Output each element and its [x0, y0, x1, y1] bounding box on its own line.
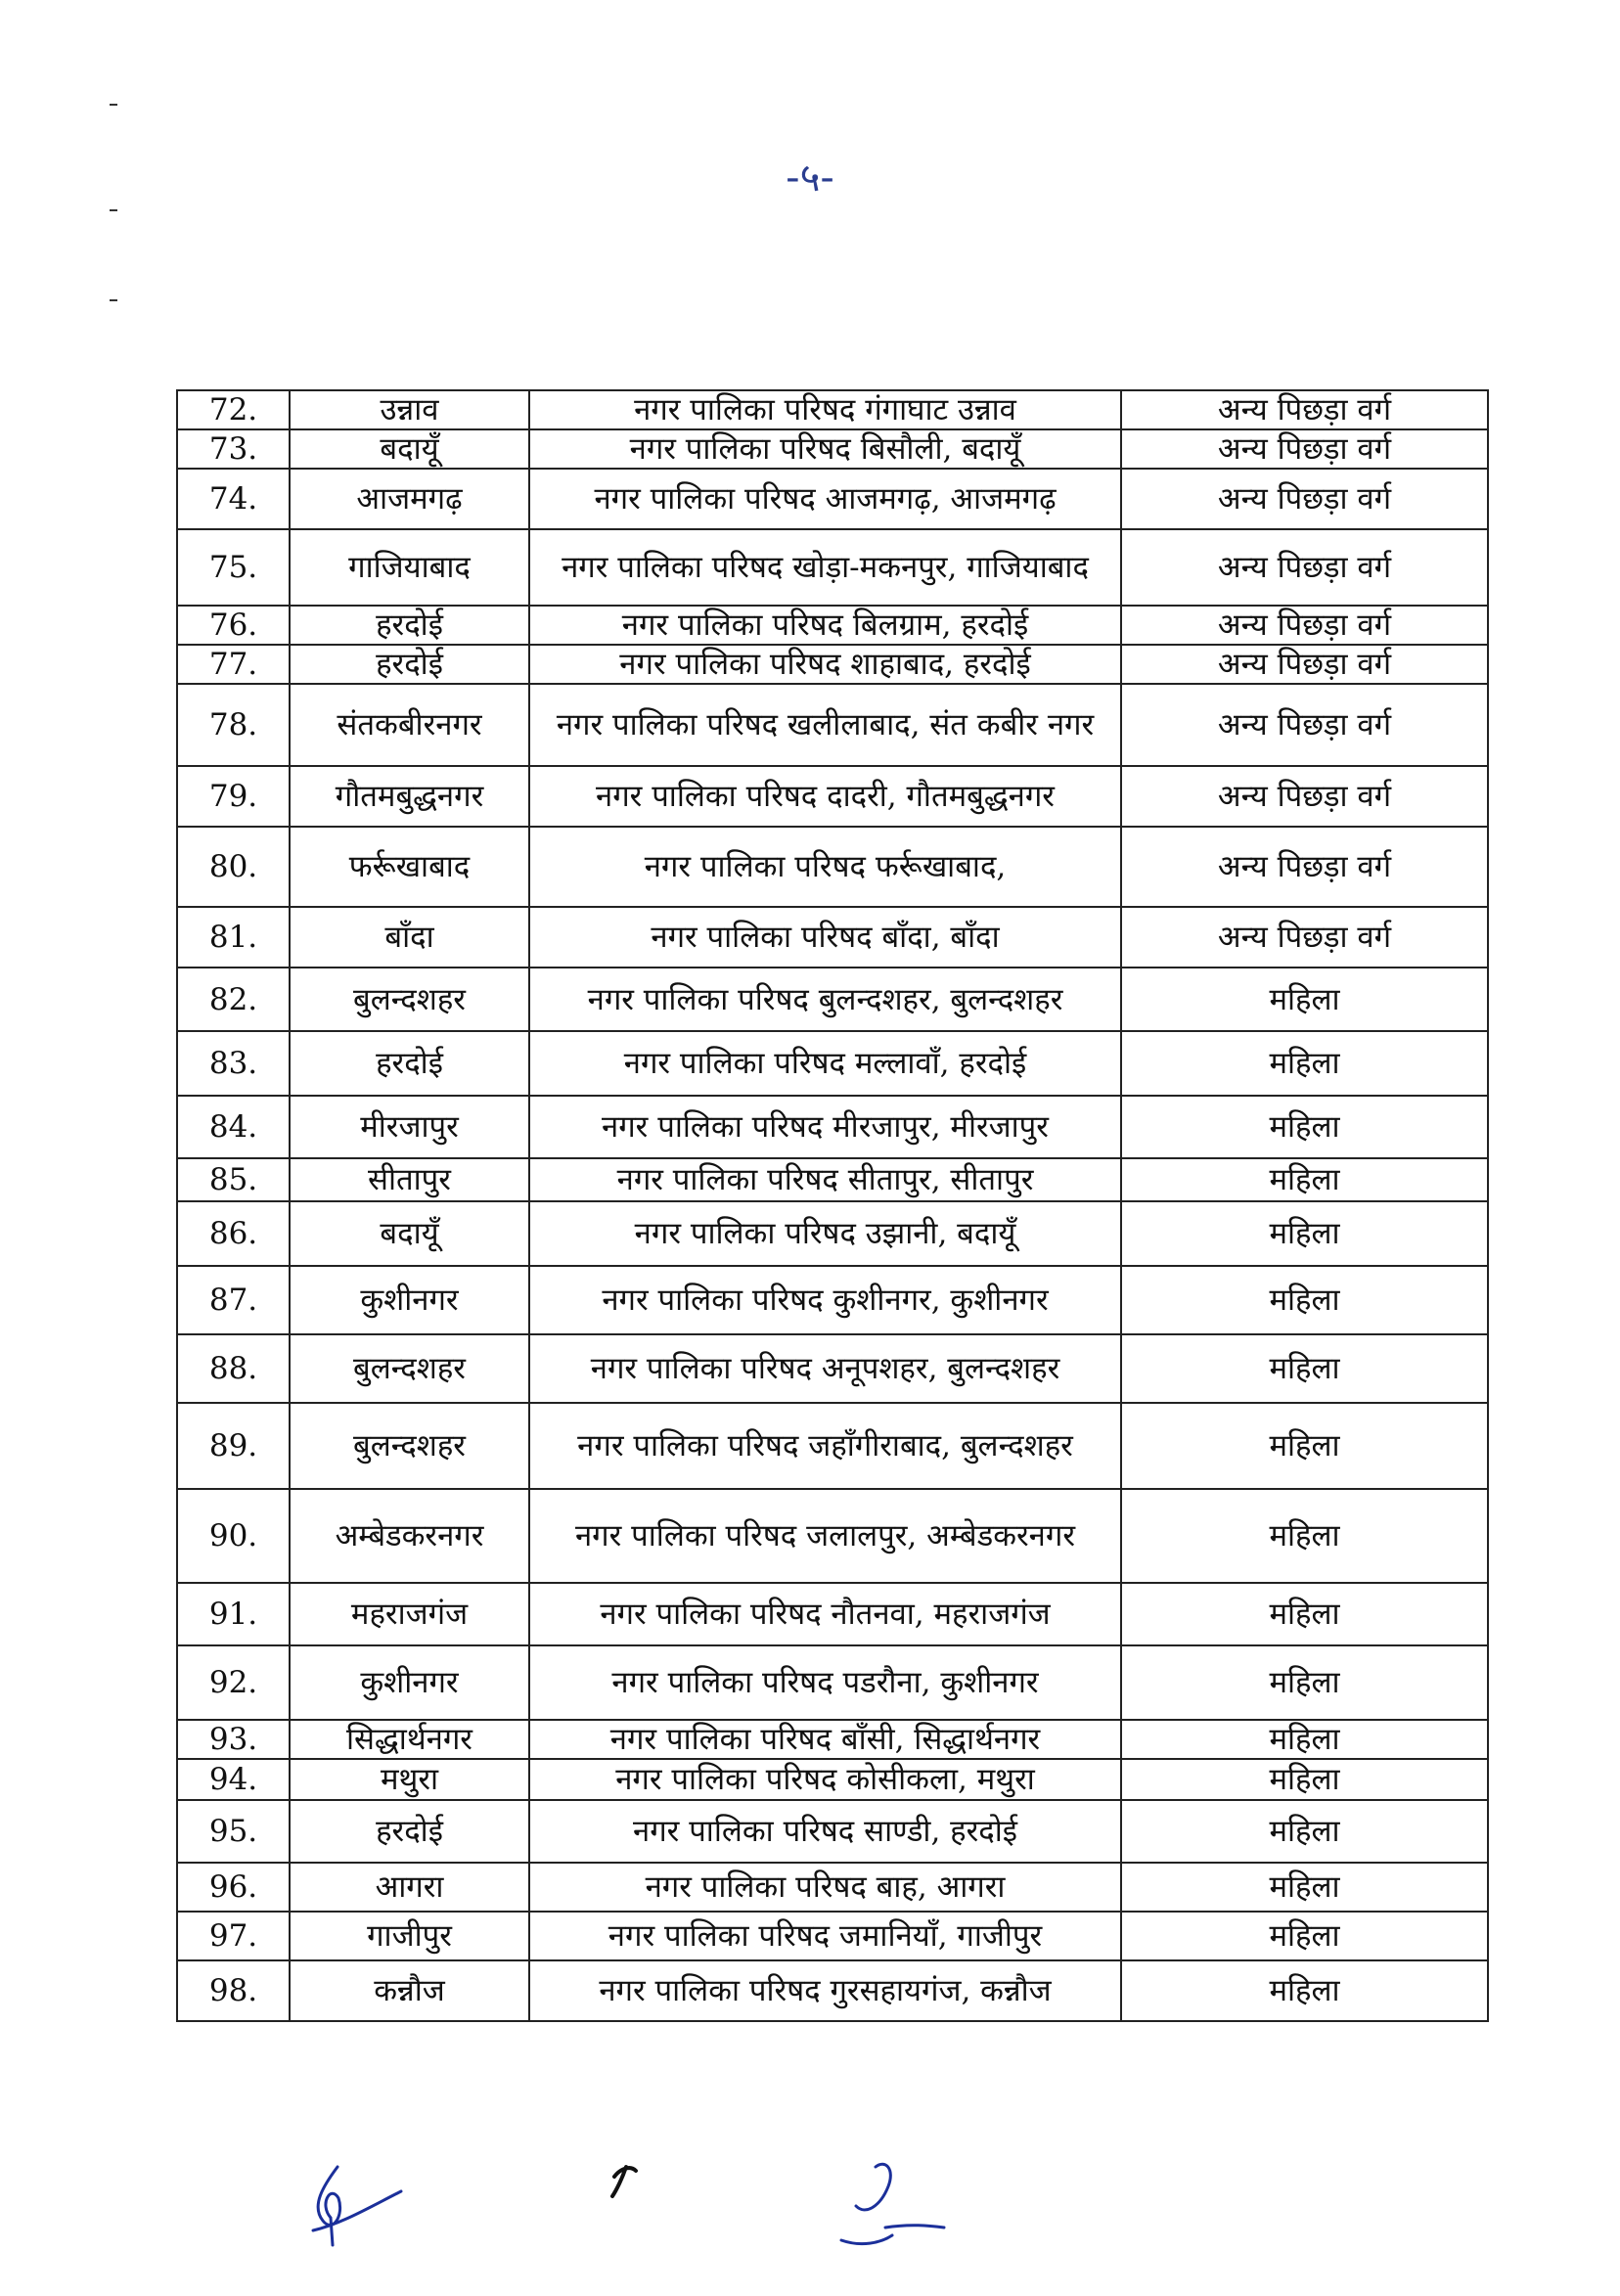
signature-middle	[612, 2167, 636, 2196]
table-row	[177, 1201, 1488, 1266]
serial-number-cell: 81.	[177, 907, 290, 968]
district-cell: फर्रूखाबाद	[290, 827, 529, 907]
district-cell: बुलन्दशहर	[290, 1334, 529, 1403]
margin-tick	[110, 209, 117, 211]
table-row	[177, 529, 1488, 606]
municipal-body-cell: नगर पालिका परिषद अनूपशहर, बुलन्दशहर	[529, 1334, 1121, 1403]
municipal-body-cell: नगर पालिका परिषद मल्लावाँ, हरदोई	[529, 1031, 1121, 1096]
table-row	[177, 1645, 1488, 1720]
serial-number-cell: 96.	[177, 1863, 290, 1912]
table-row	[177, 907, 1488, 968]
table-row	[177, 1720, 1488, 1759]
serial-number-cell: 79.	[177, 766, 290, 827]
table-row	[177, 1583, 1488, 1645]
district-cell: संतकबीरनगर	[290, 684, 529, 766]
serial-number-cell: 77.	[177, 645, 290, 684]
reservation-category-cell: महिला	[1121, 1031, 1488, 1096]
district-cell: बाँदा	[290, 907, 529, 968]
municipal-body-cell: नगर पालिका परिषद पडरौना, कुशीनगर	[529, 1645, 1121, 1720]
serial-number-cell: 93.	[177, 1720, 290, 1759]
district-cell: हरदोई	[290, 645, 529, 684]
reservation-category-cell: महिला	[1121, 968, 1488, 1031]
municipal-body-cell: नगर पालिका परिषद जमानियाँ, गाजीपुर	[529, 1912, 1121, 1960]
district-cell: बदायूँ	[290, 1201, 529, 1266]
municipal-body-cell: नगर पालिका परिषद गंगाघाट उन्नाव	[529, 390, 1121, 429]
serial-number-cell: 90.	[177, 1489, 290, 1583]
reservation-category-cell: अन्य पिछड़ा वर्ग	[1121, 429, 1488, 469]
serial-number-cell: 92.	[177, 1645, 290, 1720]
reservation-category-cell: महिला	[1121, 1912, 1488, 1960]
reservation-category-cell: अन्य पिछड़ा वर्ग	[1121, 907, 1488, 968]
municipal-body-cell: नगर पालिका परिषद बिसौली, बदायूँ	[529, 429, 1121, 469]
table-row	[177, 968, 1488, 1031]
district-cell: मथुरा	[290, 1759, 529, 1800]
reservation-category-cell: महिला	[1121, 1489, 1488, 1583]
reservation-category-cell: महिला	[1121, 1863, 1488, 1912]
reservation-category-cell: महिला	[1121, 1096, 1488, 1158]
reservation-category-cell: महिला	[1121, 1645, 1488, 1720]
table-body	[177, 390, 1488, 2021]
table-row	[177, 1759, 1488, 1800]
serial-number-cell: 75.	[177, 529, 290, 606]
municipal-body-cell: नगर पालिका परिषद नौतनवा, महराजगंज	[529, 1583, 1121, 1645]
table-row	[177, 469, 1488, 529]
district-cell: बुलन्दशहर	[290, 1403, 529, 1489]
reservation-category-cell: महिला	[1121, 1759, 1488, 1800]
district-cell: उन्नाव	[290, 390, 529, 429]
serial-number-cell: 85.	[177, 1158, 290, 1201]
municipal-body-cell: नगर पालिका परिषद कोसीकला, मथुरा	[529, 1759, 1121, 1800]
serial-number-cell: 76.	[177, 606, 290, 645]
table-row	[177, 1096, 1488, 1158]
district-cell: अम्बेडकरनगर	[290, 1489, 529, 1583]
table-row	[177, 1403, 1488, 1489]
municipal-body-cell: नगर पालिका परिषद बुलन्दशहर, बुलन्दशहर	[529, 968, 1121, 1031]
serial-number-cell: 84.	[177, 1096, 290, 1158]
margin-tick	[110, 104, 117, 106]
serial-number-cell: 97.	[177, 1912, 290, 1960]
margin-tick	[110, 299, 117, 301]
district-cell: सिद्धार्थनगर	[290, 1720, 529, 1759]
municipal-body-cell: नगर पालिका परिषद बाँसी, सिद्धार्थनगर	[529, 1720, 1121, 1759]
table-row	[177, 1266, 1488, 1334]
table-row	[177, 827, 1488, 907]
district-cell: आजमगढ़	[290, 469, 529, 529]
serial-number-cell: 72.	[177, 390, 290, 429]
municipal-body-cell: नगर पालिका परिषद बाँदा, बाँदा	[529, 907, 1121, 968]
table-row	[177, 766, 1488, 827]
municipal-body-cell: नगर पालिका परिषद आजमगढ़, आजमगढ़	[529, 469, 1121, 529]
municipal-body-cell: नगर पालिका परिषद गुरसहायगंज, कन्नौज	[529, 1960, 1121, 2021]
municipal-body-cell: नगर पालिका परिषद उझानी, बदायूँ	[529, 1201, 1121, 1266]
serial-number-cell: 78.	[177, 684, 290, 766]
municipal-body-cell: नगर पालिका परिषद जहाँगीराबाद, बुलन्दशहर	[529, 1403, 1121, 1489]
district-cell: बुलन्दशहर	[290, 968, 529, 1031]
serial-number-cell: 83.	[177, 1031, 290, 1096]
serial-number-cell: 98.	[177, 1960, 290, 2021]
signatures	[0, 2147, 1620, 2274]
reservation-category-cell: महिला	[1121, 1266, 1488, 1334]
serial-number-cell: 82.	[177, 968, 290, 1031]
district-cell: बदायूँ	[290, 429, 529, 469]
district-cell: गाजीपुर	[290, 1912, 529, 1960]
table-row	[177, 1489, 1488, 1583]
serial-number-cell: 95.	[177, 1800, 290, 1863]
table-row	[177, 684, 1488, 766]
reservation-category-cell: अन्य पिछड़ा वर्ग	[1121, 390, 1488, 429]
reservation-category-cell: अन्य पिछड़ा वर्ग	[1121, 645, 1488, 684]
reservation-category-cell: महिला	[1121, 1201, 1488, 1266]
district-cell: महराजगंज	[290, 1583, 529, 1645]
municipal-body-cell: नगर पालिका परिषद दादरी, गौतमबुद्धनगर	[529, 766, 1121, 827]
municipal-body-cell: नगर पालिका परिषद फर्रूखाबाद,	[529, 827, 1121, 907]
district-cell: कुशीनगर	[290, 1645, 529, 1720]
table-row	[177, 645, 1488, 684]
municipal-body-cell: नगर पालिका परिषद खोड़ा-मकनपुर, गाजियाबाद	[529, 529, 1121, 606]
reservation-category-cell: अन्य पिछड़ा वर्ग	[1121, 684, 1488, 766]
district-cell: हरदोई	[290, 1031, 529, 1096]
table-row	[177, 1960, 1488, 2021]
table-row	[177, 606, 1488, 645]
district-cell: कुशीनगर	[290, 1266, 529, 1334]
reservation-table	[176, 389, 1489, 2022]
municipal-body-cell: नगर पालिका परिषद खलीलाबाद, संत कबीर नगर	[529, 684, 1121, 766]
municipal-body-cell: नगर पालिका परिषद सीतापुर, सीतापुर	[529, 1158, 1121, 1201]
reservation-category-cell: महिला	[1121, 1960, 1488, 2021]
reservation-category-cell: अन्य पिछड़ा वर्ग	[1121, 766, 1488, 827]
district-cell: हरदोई	[290, 606, 529, 645]
reservation-category-cell: अन्य पिछड़ा वर्ग	[1121, 606, 1488, 645]
page-number: -५-	[786, 156, 834, 201]
serial-number-cell: 74.	[177, 469, 290, 529]
signature-right	[841, 2164, 944, 2243]
reservation-category-cell: महिला	[1121, 1403, 1488, 1489]
serial-number-cell: 80.	[177, 827, 290, 907]
reservation-category-cell: अन्य पिछड़ा वर्ग	[1121, 529, 1488, 606]
municipal-body-cell: नगर पालिका परिषद बिलग्राम, हरदोई	[529, 606, 1121, 645]
district-cell: कन्नौज	[290, 1960, 529, 2021]
reservation-category-cell: अन्य पिछड़ा वर्ग	[1121, 827, 1488, 907]
municipal-body-cell: नगर पालिका परिषद मीरजापुर, मीरजापुर	[529, 1096, 1121, 1158]
serial-number-cell: 94.	[177, 1759, 290, 1800]
serial-number-cell: 91.	[177, 1583, 290, 1645]
table-row	[177, 1863, 1488, 1912]
municipal-body-cell: नगर पालिका परिषद जलालपुर, अम्बेडकरनगर	[529, 1489, 1121, 1583]
serial-number-cell: 73.	[177, 429, 290, 469]
signature-left	[313, 2167, 401, 2245]
district-cell: सीतापुर	[290, 1158, 529, 1201]
district-cell: हरदोई	[290, 1800, 529, 1863]
district-cell: आगरा	[290, 1863, 529, 1912]
table-row	[177, 390, 1488, 429]
reservation-category-cell: महिला	[1121, 1720, 1488, 1759]
serial-number-cell: 88.	[177, 1334, 290, 1403]
serial-number-cell: 89.	[177, 1403, 290, 1489]
municipal-body-cell: नगर पालिका परिषद साण्डी, हरदोई	[529, 1800, 1121, 1863]
municipal-body-cell: नगर पालिका परिषद कुशीनगर, कुशीनगर	[529, 1266, 1121, 1334]
table-row	[177, 1912, 1488, 1960]
district-cell: गौतमबुद्धनगर	[290, 766, 529, 827]
reservation-category-cell: महिला	[1121, 1800, 1488, 1863]
serial-number-cell: 87.	[177, 1266, 290, 1334]
table-row	[177, 1031, 1488, 1096]
district-cell: गाजियाबाद	[290, 529, 529, 606]
reservation-category-cell: अन्य पिछड़ा वर्ग	[1121, 469, 1488, 529]
serial-number-cell: 86.	[177, 1201, 290, 1266]
reservation-category-cell: महिला	[1121, 1158, 1488, 1201]
district-cell: मीरजापुर	[290, 1096, 529, 1158]
reservation-category-cell: महिला	[1121, 1334, 1488, 1403]
table-row	[177, 1158, 1488, 1201]
municipal-body-cell: नगर पालिका परिषद बाह, आगरा	[529, 1863, 1121, 1912]
reservation-category-cell: महिला	[1121, 1583, 1488, 1645]
municipal-body-cell: नगर पालिका परिषद शाहाबाद, हरदोई	[529, 645, 1121, 684]
table-row	[177, 1334, 1488, 1403]
table-row	[177, 1800, 1488, 1863]
table-row	[177, 429, 1488, 469]
